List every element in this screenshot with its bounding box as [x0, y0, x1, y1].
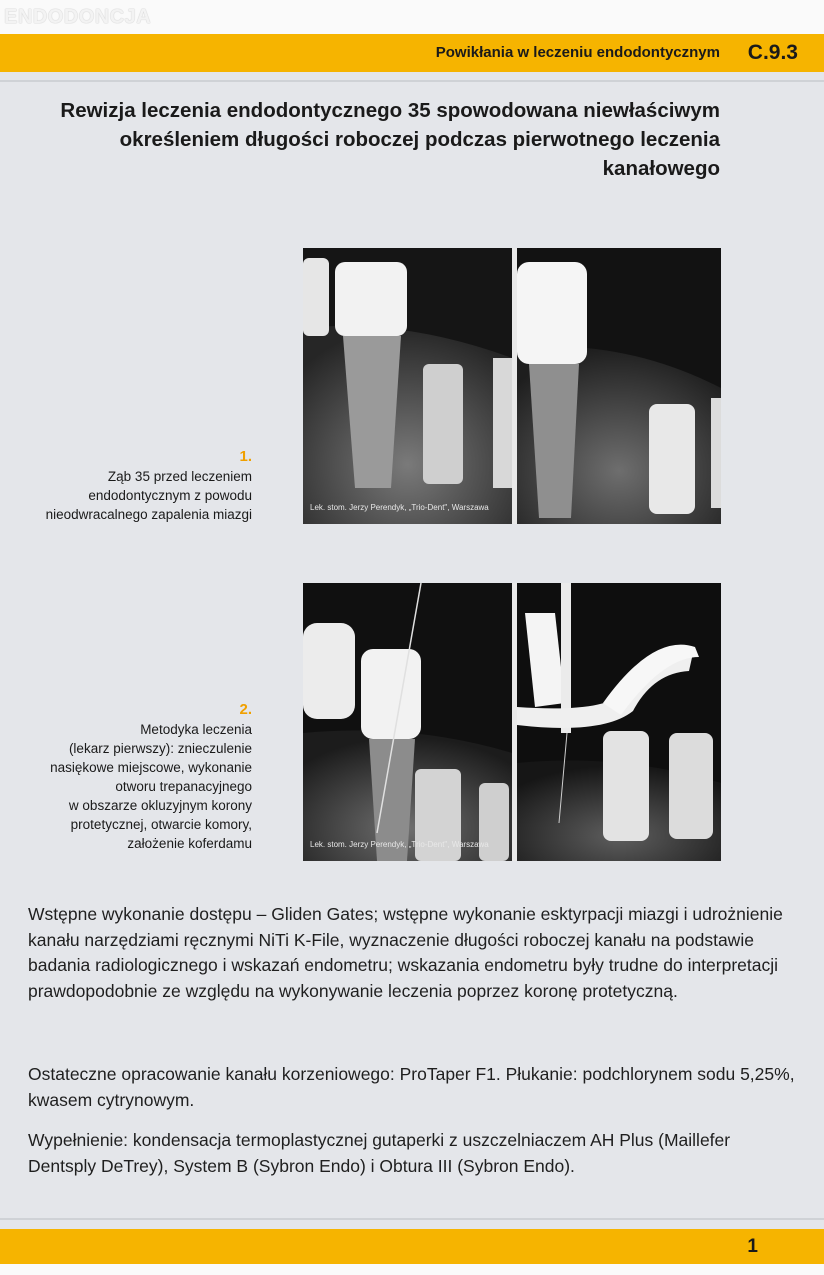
- figure-1-number: 1.: [239, 448, 252, 465]
- bottom-margin: [0, 1264, 824, 1275]
- figure-2-caption-line: nasiękowe miejscowe, wykonanie: [50, 760, 252, 775]
- paragraph-final-preparation: Ostateczne opracowanie kanału korzeniowego: ProTaper F1. Płukanie: podchlorynem sodu 5,25%, kwasem cytrynowym.: [28, 1064, 795, 1110]
- figure-2-caption-line: otworu trepanacyjnego: [115, 779, 252, 794]
- paragraph-procedure: Wstępne wykonanie dostępu – Gliden Gates; wstępne wykonanie esktyrpacji miazgi i udrożnienie kanału narzędziami ręcznymi NiTi K-File, wyznaczenie długości roboczej kanału na podstawie badania radiologicznego i wskazań endometru; wskazania endometru były trudne do interpretacji prawdopodobnie ze względu na wykonywanie leczenia poprzez koronę protetyczną.: [28, 904, 783, 1001]
- figure-2-caption-line: protetycznej, otwarcie komory,: [70, 817, 252, 832]
- figure-2-caption-line: założenie koferdamu: [127, 836, 252, 851]
- paragraph-obturation: Wypełnienie: kondensacja termoplastycznej gutaperki z uszczelniaczem AH Plus (Maillefer Dentsply DeTrey), System B (Sybron Endo) i Obtura III (Sybron Endo).: [28, 1130, 731, 1176]
- figure-1-radiograph: [303, 248, 721, 524]
- footer-rule: [0, 1218, 824, 1220]
- radiograph-divider: [512, 583, 517, 861]
- footer-bar: [0, 1229, 824, 1264]
- figure-2-caption-line: (lekarz pierwszy): znieczulenie: [68, 741, 252, 756]
- figure-1-caption-line: Ząb 35 przed leczeniem: [107, 469, 252, 484]
- page-title: [0, 96, 720, 183]
- figure-2-number: 2.: [239, 701, 252, 718]
- figure-2-credit: Lek. stom. Jerzy Perendyk, „Trio-Dent", Warszawa: [310, 840, 489, 849]
- figure-2-caption: [12, 700, 252, 853]
- figure-1-caption-line: nieodwracalnego zapalenia miazgi: [45, 507, 252, 522]
- header-bar: [0, 34, 824, 72]
- figure-2-caption-line: Metodyka leczenia: [140, 722, 252, 737]
- figure-1-caption: [12, 447, 252, 524]
- figure-1-caption-line: endodontycznym z powodu: [88, 488, 252, 503]
- title-line-1: Rewizja leczenia endodontycznego 35 spowodowana niewłaściwym: [60, 99, 720, 122]
- figure-2-radiograph: [303, 583, 721, 861]
- header-rule: [0, 80, 824, 82]
- section-label: ENDODONCJA: [4, 6, 152, 28]
- figure-1-credit: Lek. stom. Jerzy Perendyk, „Trio-Dent", Warszawa: [310, 503, 489, 512]
- radiograph-divider: [512, 248, 517, 524]
- figure-2-caption-line: w obszarze okluzyjnym korony: [68, 798, 252, 813]
- title-line-2: określeniem długości roboczej podczas pierwotnego leczenia kanałowego: [119, 128, 720, 180]
- chapter-code: C.9.3: [747, 41, 798, 64]
- chapter-title: Powikłania w leczeniu endodontycznym: [435, 44, 720, 61]
- page-number: 1: [747, 1236, 758, 1257]
